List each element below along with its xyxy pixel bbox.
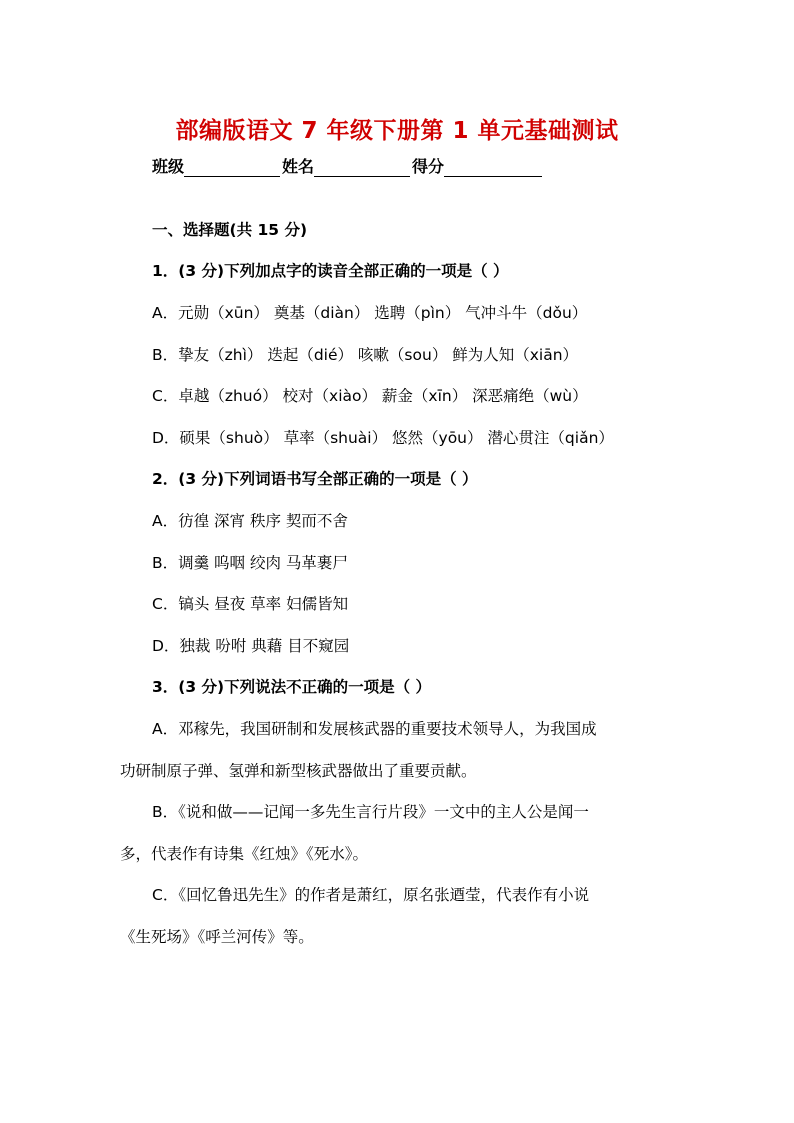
doc-title: 部编版语文 7 年级下册第 1 单元基础测试 [175, 118, 619, 144]
question-3-option-c-line1: C．《回忆鲁迅先生》的作者是萧红，原名张逎莹，代表作有小说 [152, 886, 590, 904]
question-2-option-c: C．镐头 昼夜 草率 妇儒皆知 [152, 595, 349, 613]
name-label: 姓名 [282, 157, 315, 176]
score-blank[interactable] [444, 158, 542, 177]
question-3-option-a-line1: A．邓稼先，我国研制和发展核武器的重要技术领导人，为我国成 [152, 720, 597, 738]
question-1-option-b: B．挚友（zhì） 迭起（dié） 咳嗽（sou） 鲜为人知（xiān） [152, 346, 579, 364]
name-blank[interactable] [314, 158, 410, 177]
question-1-option-c: C．卓越（zhuó） 校对（xiào） 薪金（xīn） 深恶痛绝（wù） [152, 387, 588, 405]
question-1-option-a: A．元勋（xūn） 奠基（diàn） 选聘（pìn） 气冲斗牛（dǒu） [152, 304, 588, 322]
question-1-option-d: D．硕果（shuò） 草率（shuài） 悠然（yōu） 潜心贯注（qiǎn） [152, 429, 614, 447]
student-info-line [152, 154, 544, 177]
section-heading: 一、选择题(共 15 分) [152, 221, 308, 239]
question-2-option-b: B．调羹 呜咽 绞肉 马革裹尸 [152, 554, 348, 572]
class-blank[interactable] [184, 158, 280, 177]
question-3-option-c-line2: 《生死场》《呼兰河传》等。 [120, 928, 314, 946]
question-3-stem: 3．(3 分)下列说法不正确的一项是（ ） [152, 678, 432, 696]
question-2-option-a: A．彷徨 深宵 秩序 契而不舍 [152, 512, 348, 530]
class-label: 班级 [152, 157, 185, 176]
question-1-stem: 1．(3 分)下列加点字的读音全部正确的一项是（ ） [152, 262, 509, 280]
question-3-option-b-line2: 多，代表作有诗集《红烛》《死水》。 [120, 845, 369, 863]
score-label: 得分 [412, 157, 445, 176]
question-2-option-d: D．独裁 吩咐 典藉 目不窥园 [152, 637, 350, 655]
question-2-stem: 2．(3 分)下列词语书写全部正确的一项是（ ） [152, 470, 478, 488]
question-3-option-b-line1: B．《说和做——记闻一多先生言行片段》一文中的主人公是闻一 [152, 803, 589, 821]
question-3-option-a-line2: 功研制原子弹、氢弹和新型核武器做出了重要贡献。 [120, 762, 477, 780]
